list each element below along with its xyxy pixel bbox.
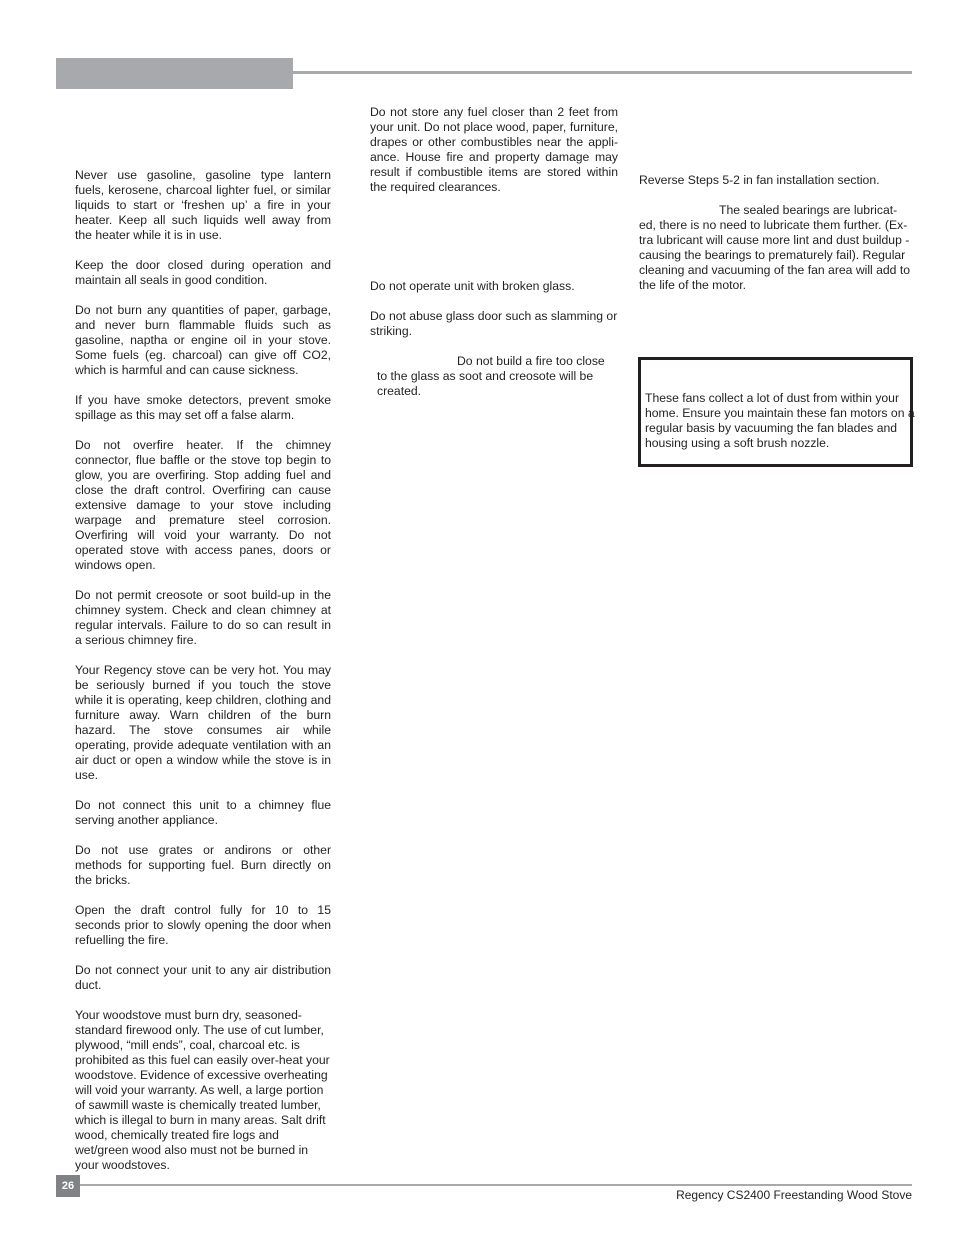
footer-title: Regency CS2400 Freestanding Wood Stove <box>676 1188 912 1202</box>
safety-paragraph: Do not permit creosote or soot build-up in the chimney system. Check and clean chimney at regular intervals. Failure to do so can result in a serious chimney fire. <box>75 588 331 647</box>
safety-paragraph: Do not overfire heater. If the chimney connector, flue baffle or the stove top begin to glow, you are overfiring. Stop adding fuel and close the draft control. Overfiring can cause extensive damage to your stove including warpage and premature steel corrosion. Overfiring will void your warranty. Do not operated stove with access panes, doors or windows open. <box>75 438 331 572</box>
soot-paragraph <box>370 354 618 399</box>
safety-paragraph: Keep the door closed during operation and maintain all seals in good condition. <box>75 258 331 287</box>
warning-text: These fans collect a lot of dust from within your home. Ensure you maintain these fan motors on a regular basis by vacuuming the fan blades and housing using a soft brush nozzle. <box>645 391 915 450</box>
right-column <box>639 173 913 308</box>
soot-text: Do not build a fire too close to the glass as soot and creosote will be created. <box>377 354 605 398</box>
safety-paragraph: Do not use grates or andirons or other methods for supporting fuel. Burn directly on the bricks. <box>75 843 331 887</box>
safety-paragraph: Do not connect this unit to a chimney flue serving another appliance. <box>75 798 331 827</box>
safety-paragraph: Open the draft control fully for 10 to 15 seconds prior to slowly opening the door when refuelling the fire. <box>75 903 331 947</box>
safety-paragraph: Do not burn any quantities of paper, garbage, and never burn flammable fluids such as gasoline, naptha or engine oil in your stove. Some fuels (eg. charcoal) can give off CO2, which is harmful and can cause sickness. <box>75 303 331 377</box>
warning-box <box>638 357 913 467</box>
lubrication-paragraph <box>639 203 913 293</box>
header-rule <box>293 71 912 74</box>
lubrication-text: The sealed bearings are lubricat-ed, there is no need to lubricate them further. (Ex-tra lubricant will cause more lint and dust buildup - causing the bearings to prematurely fail). Regular cleaning and vacuuming of the fan area will add to the life of the motor. <box>639 203 911 292</box>
fuel-storage-paragraph: Do not store any fuel closer than 2 feet from your unit. Do not place wood, paper, furniture, drapes or other combustibles near the appli-ance. House fire and property damage may result if combustible items are stored within the required clearances. <box>370 105 618 194</box>
abuse-glass-paragraph: Do not abuse glass door such as slamming or striking. <box>370 309 618 338</box>
safety-paragraph: Never use gasoline, gasoline type lantern fuels, kerosene, charcoal lighter fuel, or similar liquids to start or ‘freshen up’ a fire in your heater. Keep all such liquids well away from the heater while it is in use. <box>75 168 331 242</box>
footer-rule <box>80 1184 912 1186</box>
middle-column <box>370 105 618 414</box>
broken-glass-paragraph: Do not operate unit with broken glass. <box>370 279 575 293</box>
safety-paragraph: Your woodstove must burn dry, seasoned-standard firewood only. The use of cut lumber, plywood, “mill ends”, coal, charcoal etc. is prohibited as this fuel can easily over-heat your woodstove. Evidence of excessive overheating will void your warranty. As well, a large portion of sawmill waste is chemically treated lumber, which is illegal to burn in many areas. Salt drift wood, chemically treated fire logs and wet/green wood also must not be burned in your woodstoves. <box>75 1008 330 1172</box>
fan-removal-paragraph: Reverse Steps 5-2 in fan installation section. <box>639 173 880 187</box>
safety-paragraph: Do not connect your unit to any air distribution duct. <box>75 963 331 992</box>
page-number: 26 <box>56 1175 80 1197</box>
section-header-bar <box>56 58 293 89</box>
safety-paragraph: If you have smoke detectors, prevent smoke spillage as this may set off a false alarm. <box>75 393 331 422</box>
safety-paragraph: Your Regency stove can be very hot. You may be seriously burned if you touch the stove while it is operating, keep children, clothing and furniture away. Warn children of the burn hazard. The stove consumes air while operating, provide adequate ventilation with an air duct or open a window while the stove is in use. <box>75 663 331 782</box>
left-column <box>75 168 331 1188</box>
